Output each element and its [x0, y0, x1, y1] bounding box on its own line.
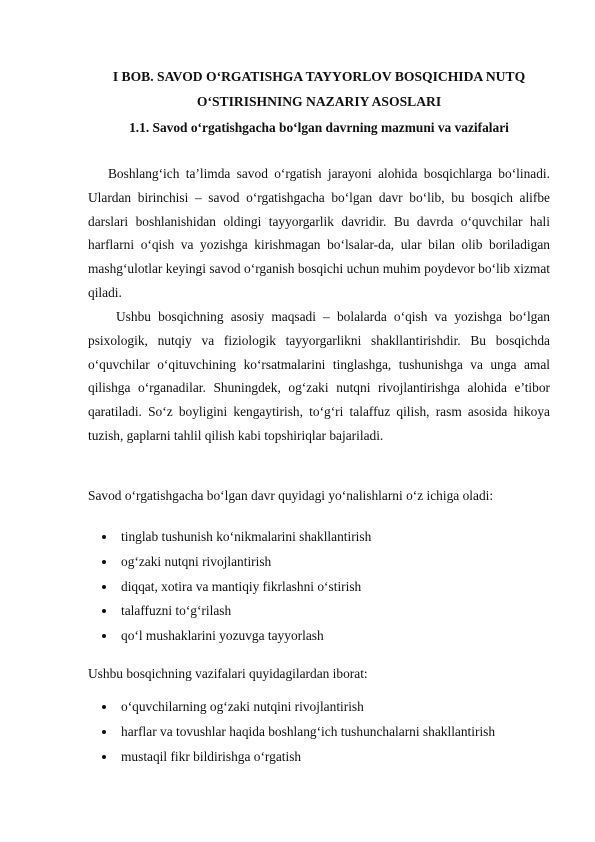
paragraph-2: Ushbu bosqichning asosiy maqsadi – bolalarda o‘qish va yozishga bo‘lgan psixologik, nutqiy va fiziologik tayyorgarlikni shakllantirishdir. Bu bosqichda o‘quvchilar o‘qituvchining ko‘rsatmalarini tinglashga, tushunishga va unga amal qilishga o‘rganadilar. Shuningdek, og‘zaki nutqni rivojlantirishga alohida e’tibor qaratiladi. So‘z boyligini kengaytirish, to‘g‘ri talaffuz qilish, rasm asosida hikoya tuzish, gaplarni tahlil qilish kabi topshiriqlar bajariladi. — [88, 309, 550, 443]
list-item-text: tinglab tushunish ko‘nikmalarini shakllantirish — [121, 529, 372, 544]
list-item — [88, 626, 371, 651]
list-item-text: o‘quvchilarning og‘zaki nutqini rivojlantirish — [121, 699, 364, 714]
bullet-icon — [102, 755, 106, 759]
list-2 — [88, 697, 495, 771]
bullet-icon — [102, 535, 106, 539]
list-item — [88, 527, 371, 552]
list-item-text: mustaqil fikr bildirishga o‘rgatish — [121, 748, 302, 764]
list-1-intro: Savod o‘rgatishgacha bo‘lgan davr quyidagi yo‘nalishlarni o‘z ichiga oladi: — [88, 488, 494, 503]
bullet-icon — [102, 609, 106, 613]
list-1 — [88, 527, 371, 651]
list-item-text: talaffuzni to‘g‘rilash — [121, 603, 232, 619]
list-item — [88, 552, 371, 577]
chapter-title: I BOB. SAVOD O‘RGATISHGA TAYYORLOV BOSQICHIDA NUTQ O‘STIRISHNING NAZARIY ASOSLARI — [112, 69, 526, 109]
list-item — [88, 747, 495, 772]
bullet-icon — [102, 560, 106, 564]
bullet-icon — [102, 730, 106, 734]
paragraph-1: Boshlang‘ich ta’limda savod o‘rgatish jarayoni alohida bosqichlarga bo‘linadi. Ulardan birinchisi – savod o‘rgatishgacha bo‘lgan davr bo‘lib, bu bosqich alifbe darslari boshlanishidan oldingi tayyorgarlik davridir. Bu davrda o‘quvchilar hali harflarni o‘qish va yozishga kirishmagan bo‘lsalar-da, ular bilan olib boriladigan mashg‘ulotlar keyingi savod o‘rganish bosqichi uchun muhim poydevor bo‘lib xizmat qiladi. — [88, 166, 550, 300]
section-heading: 1.1. Savod o‘rgatishgacha bo‘lgan davrning mazmuni va vazifalari — [129, 120, 509, 135]
list-item — [88, 577, 371, 602]
list-item — [88, 697, 495, 722]
bullet-icon — [102, 634, 106, 638]
list-item-text: og‘zaki nutqni rivojlantirish — [121, 553, 272, 569]
bullet-icon — [102, 705, 106, 709]
list-2-intro: Ushbu bosqichning vazifalari quyidagilardan iborat: — [88, 666, 368, 681]
list-item — [88, 722, 495, 747]
list-item-text: qo‘l mushaklarini yozuvga tayyorlash — [121, 628, 324, 644]
list-item-text: harflar va tovushlar haqida boshlang‘ich tushunchalarni shakllantirish — [121, 723, 496, 739]
list-item — [88, 601, 371, 626]
list-item-text: diqqat, xotira va mantiqiy fikrlashni o‘stirish — [121, 578, 362, 594]
bullet-icon — [102, 585, 106, 589]
